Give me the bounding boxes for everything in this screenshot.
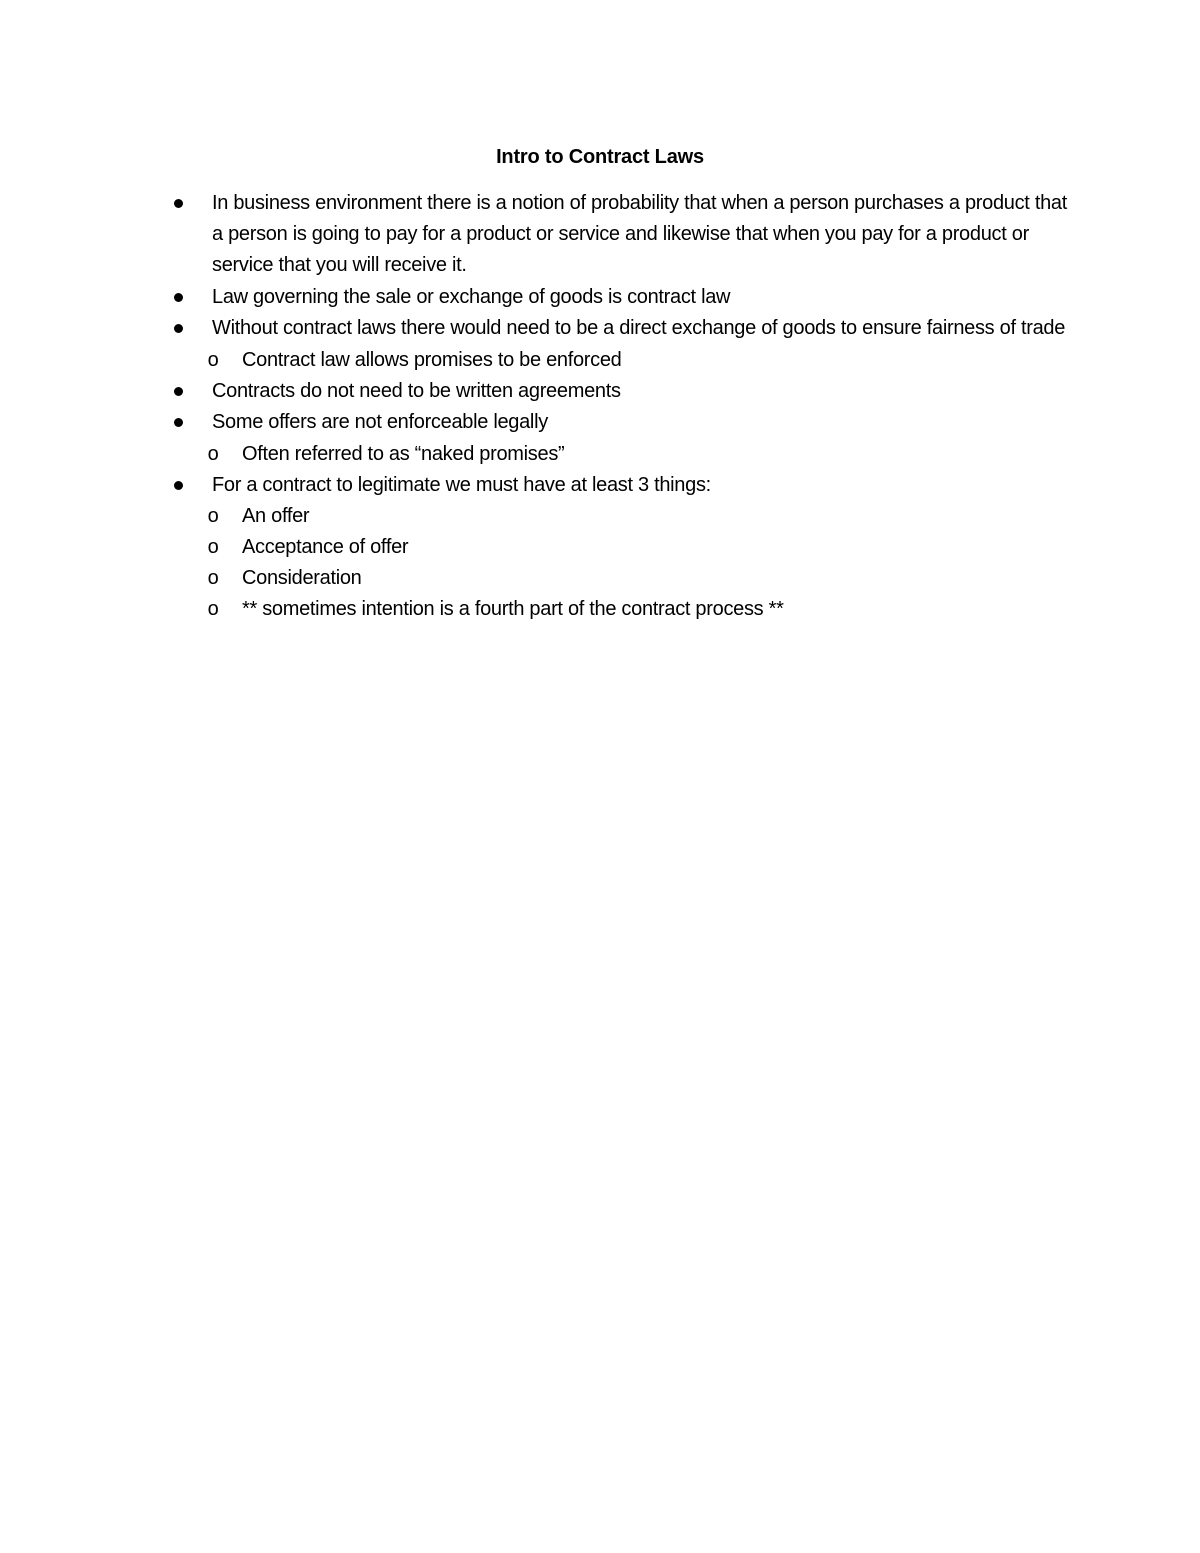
sub-list-item-text: Acceptance of offer: [242, 536, 409, 558]
sub-list-item: [170, 532, 1070, 563]
document-title: Intro to Contract Laws: [496, 146, 704, 168]
sub-list-item-text: Contract law allows promises to be enforced: [242, 348, 622, 371]
circle-bullet-icon: o: [207, 567, 219, 589]
list-item: [170, 282, 1070, 313]
list-item-text: Contracts do not need to be written agreements: [212, 379, 621, 402]
bullet-icon: [174, 418, 183, 427]
sub-list-item: [170, 345, 1070, 376]
list-item-text: Some offers are not enforceable legally: [212, 411, 548, 433]
sub-list-item: [170, 594, 1070, 625]
list-item: [170, 407, 1070, 438]
sub-list-item-text: Often referred to as “naked promises”: [242, 442, 565, 465]
circle-bullet-icon: o: [207, 348, 219, 371]
list-item: [170, 376, 1070, 407]
bullet-list: [170, 188, 1070, 625]
circle-bullet-icon: o: [207, 505, 219, 527]
sub-list-item: [170, 563, 1070, 594]
circle-bullet-icon: o: [207, 442, 219, 465]
list-item: [170, 188, 1070, 281]
bullet-icon: [174, 293, 183, 302]
bullet-icon: [174, 199, 183, 208]
sub-list-item-text: ** sometimes intention is a fourth part of the contract process **: [242, 598, 784, 620]
sub-list-item-text: An offer: [242, 505, 310, 527]
sub-list-item: [170, 439, 1070, 470]
list-item-text: Without contract laws there would need to be a direct exchange of goods to ensure fairness of trade: [212, 317, 1066, 339]
list-item-text: For a contract to legitimate we must have at least 3 things:: [212, 473, 711, 496]
list-item-text: In business environment there is a notion of probability that when a person purchases a product that a person is going to pay for a product or service and likewise that when you pay for a product or service that you will receive it.: [212, 192, 1067, 276]
list-item-text: Law governing the sale or exchange of goods is contract law: [212, 285, 731, 308]
sub-list-item: [170, 501, 1070, 532]
list-item: [170, 313, 1070, 344]
list-item: [170, 470, 1070, 501]
circle-bullet-icon: o: [207, 536, 219, 558]
sub-list-item-text: Consideration: [242, 567, 362, 589]
bullet-icon: [174, 481, 183, 490]
bullet-icon: [174, 387, 183, 396]
circle-bullet-icon: o: [207, 598, 219, 620]
bullet-icon: [174, 324, 183, 333]
